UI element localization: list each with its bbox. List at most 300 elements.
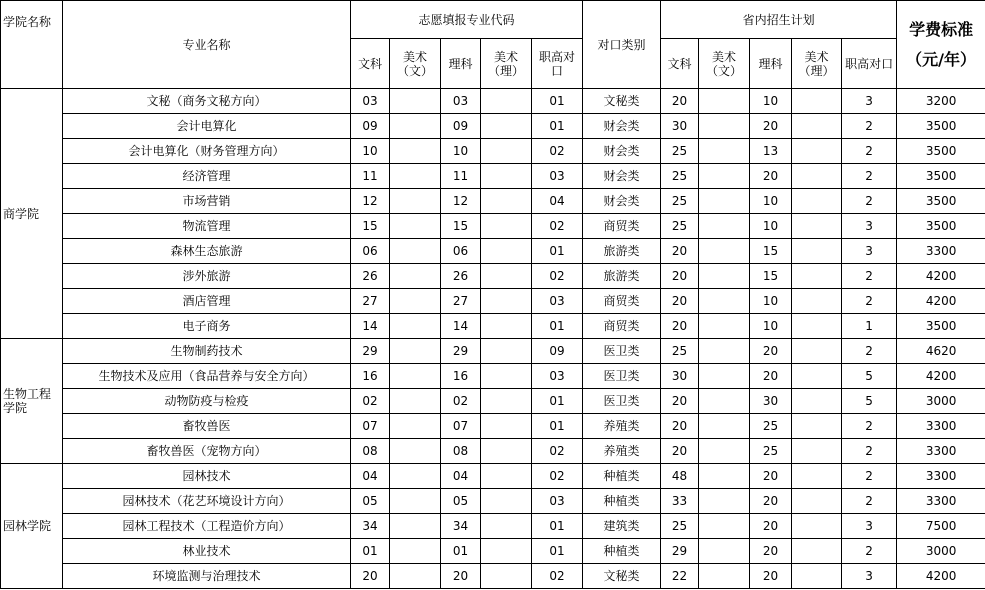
category-cell: 财会类 <box>583 164 661 189</box>
fee-cell: 3500 <box>897 139 985 164</box>
category-cell: 种植类 <box>583 464 661 489</box>
plan-art-li-line1: 美术 <box>804 49 829 64</box>
code-wenke-cell: 26 <box>351 264 390 289</box>
category-cell: 文秘类 <box>583 89 661 114</box>
plan-like-cell: 10 <box>750 89 792 114</box>
category-cell: 养殖类 <box>583 439 661 464</box>
code-art-wen-line2: （文） <box>396 63 433 78</box>
code-art-wen-cell <box>390 114 441 139</box>
fee-column-header <box>897 1 985 89</box>
plan-art-wen-line2: （文） <box>706 63 743 78</box>
code-like-cell: 10 <box>441 139 481 164</box>
fee-cell: 3300 <box>897 439 985 464</box>
plan-wenke-cell: 20 <box>661 239 699 264</box>
code-art-li-cell <box>481 189 532 214</box>
plan-art-li-cell <box>792 89 842 114</box>
code-art-wen-header <box>390 39 441 89</box>
major-cell: 经济管理 <box>63 164 351 189</box>
plan-art-wen-cell <box>699 464 750 489</box>
major-cell: 生物制药技术 <box>63 339 351 364</box>
code-art-wen-cell <box>390 139 441 164</box>
category-cell: 财会类 <box>583 189 661 214</box>
code-zhigao-cell: 02 <box>532 139 583 164</box>
table-row <box>1 89 985 114</box>
code-zhigao-cell: 01 <box>532 239 583 264</box>
major-cell: 物流管理 <box>63 214 351 239</box>
plan-art-wen-cell <box>699 189 750 214</box>
plan-zhigao-cell: 2 <box>842 539 897 564</box>
code-wenke-cell: 14 <box>351 314 390 339</box>
plan-art-li-cell <box>792 139 842 164</box>
plan-art-wen-cell <box>699 389 750 414</box>
code-art-li-header <box>481 39 532 89</box>
table-row <box>1 114 985 139</box>
fee-cell: 7500 <box>897 514 985 539</box>
plan-zhigao-cell: 3 <box>842 514 897 539</box>
plan-group-header: 省内招生计划 <box>661 1 897 39</box>
plan-zhigao-cell: 2 <box>842 139 897 164</box>
code-art-li-cell <box>481 414 532 439</box>
category-cell: 旅游类 <box>583 264 661 289</box>
code-art-wen-cell <box>390 339 441 364</box>
code-art-wen-cell <box>390 364 441 389</box>
code-like-cell: 09 <box>441 114 481 139</box>
code-zhigao-cell: 01 <box>532 414 583 439</box>
category-cell: 文秘类 <box>583 564 661 589</box>
plan-art-wen-cell <box>699 314 750 339</box>
college-name-cell: 园林学院 <box>1 464 63 589</box>
plan-wenke-cell: 25 <box>661 214 699 239</box>
category-cell: 种植类 <box>583 539 661 564</box>
code-wenke-cell: 06 <box>351 239 390 264</box>
plan-like-cell: 25 <box>750 439 792 464</box>
plan-wenke-cell: 30 <box>661 114 699 139</box>
plan-wenke-cell: 48 <box>661 464 699 489</box>
plan-like-cell: 20 <box>750 164 792 189</box>
code-art-wen-cell <box>390 464 441 489</box>
code-art-wen-cell <box>390 514 441 539</box>
plan-wenke-cell: 25 <box>661 514 699 539</box>
code-art-li-cell <box>481 339 532 364</box>
major-cell: 园林工程技术（工程造价方向） <box>63 514 351 539</box>
code-zhigao-line1: 职高对 <box>539 49 576 64</box>
table-row <box>1 389 985 414</box>
fee-cell: 3500 <box>897 214 985 239</box>
plan-like-cell: 20 <box>750 489 792 514</box>
code-art-wen-cell <box>390 539 441 564</box>
fee-cell: 3000 <box>897 539 985 564</box>
plan-art-wen-cell <box>699 414 750 439</box>
code-art-wen-cell <box>390 214 441 239</box>
code-like-cell: 06 <box>441 239 481 264</box>
code-art-wen-cell <box>390 289 441 314</box>
code-wenke-header: 文科 <box>351 39 390 89</box>
major-cell: 畜牧兽医 <box>63 414 351 439</box>
plan-wenke-cell: 25 <box>661 339 699 364</box>
code-wenke-cell: 11 <box>351 164 390 189</box>
table-body <box>1 89 985 589</box>
code-like-cell: 29 <box>441 339 481 364</box>
table-row <box>1 289 985 314</box>
code-wenke-cell: 20 <box>351 564 390 589</box>
plan-art-li-cell <box>792 564 842 589</box>
plan-art-li-cell <box>792 264 842 289</box>
code-art-li-cell <box>481 89 532 114</box>
code-art-li-cell <box>481 514 532 539</box>
code-art-wen-cell <box>390 564 441 589</box>
plan-wenke-cell: 20 <box>661 289 699 314</box>
fee-cell: 3200 <box>897 89 985 114</box>
plan-art-li-cell <box>792 164 842 189</box>
major-cell: 酒店管理 <box>63 289 351 314</box>
plan-zhigao-cell: 2 <box>842 339 897 364</box>
category-cell: 养殖类 <box>583 414 661 439</box>
code-zhigao-cell: 01 <box>532 514 583 539</box>
fee-cell: 4620 <box>897 339 985 364</box>
category-cell: 医卫类 <box>583 364 661 389</box>
plan-art-wen-cell <box>699 539 750 564</box>
code-art-wen-cell <box>390 439 441 464</box>
plan-zhigao-cell: 5 <box>842 364 897 389</box>
code-art-wen-cell <box>390 189 441 214</box>
plan-zhigao-cell: 2 <box>842 464 897 489</box>
plan-art-wen-cell <box>699 564 750 589</box>
plan-like-cell: 10 <box>750 189 792 214</box>
plan-like-header: 理科 <box>750 39 792 89</box>
category-cell: 建筑类 <box>583 514 661 539</box>
major-column-header: 专业名称 <box>63 1 351 89</box>
category-cell: 种植类 <box>583 489 661 514</box>
fee-cell: 4200 <box>897 564 985 589</box>
plan-art-wen-cell <box>699 339 750 364</box>
plan-like-cell: 20 <box>750 539 792 564</box>
plan-art-wen-cell <box>699 514 750 539</box>
major-cell: 环境监测与治理技术 <box>63 564 351 589</box>
code-wenke-cell: 08 <box>351 439 390 464</box>
code-wenke-cell: 29 <box>351 339 390 364</box>
table-row <box>1 464 985 489</box>
code-art-li-cell <box>481 214 532 239</box>
code-art-wen-cell <box>390 389 441 414</box>
category-cell: 医卫类 <box>583 339 661 364</box>
plan-zhigao-cell: 2 <box>842 164 897 189</box>
fee-cell: 4200 <box>897 364 985 389</box>
plan-like-cell: 30 <box>750 389 792 414</box>
plan-art-li-cell <box>792 514 842 539</box>
plan-art-li-cell <box>792 214 842 239</box>
plan-art-wen-cell <box>699 289 750 314</box>
table-row <box>1 364 985 389</box>
plan-like-cell: 20 <box>750 564 792 589</box>
fee-cell: 3000 <box>897 389 985 414</box>
table-row <box>1 339 985 364</box>
code-zhigao-header <box>532 39 583 89</box>
plan-like-cell: 10 <box>750 314 792 339</box>
code-wenke-cell: 04 <box>351 464 390 489</box>
plan-art-li-cell <box>792 289 842 314</box>
code-wenke-cell: 03 <box>351 89 390 114</box>
plan-art-li-header <box>792 39 842 89</box>
plan-art-wen-line1: 美术 <box>712 49 737 64</box>
plan-art-wen-cell <box>699 164 750 189</box>
plan-wenke-cell: 29 <box>661 539 699 564</box>
plan-like-cell: 20 <box>750 339 792 364</box>
code-like-cell: 11 <box>441 164 481 189</box>
category-cell: 商贸类 <box>583 214 661 239</box>
plan-wenke-cell: 20 <box>661 89 699 114</box>
code-art-li-cell <box>481 489 532 514</box>
code-zhigao-cell: 01 <box>532 89 583 114</box>
code-art-li-line2: （理） <box>487 63 524 78</box>
code-like-cell: 03 <box>441 89 481 114</box>
code-wenke-cell: 12 <box>351 189 390 214</box>
plan-art-wen-cell <box>699 489 750 514</box>
major-cell: 园林技术 <box>63 464 351 489</box>
plan-wenke-header: 文科 <box>661 39 699 89</box>
plan-zhigao-cell: 2 <box>842 114 897 139</box>
code-art-wen-cell <box>390 489 441 514</box>
major-cell: 会计电算化（财务管理方向） <box>63 139 351 164</box>
fee-unit: （元/年） <box>906 49 977 69</box>
plan-wenke-cell: 22 <box>661 564 699 589</box>
code-zhigao-cell: 04 <box>532 189 583 214</box>
plan-like-cell: 25 <box>750 414 792 439</box>
plan-art-li-cell <box>792 314 842 339</box>
plan-zhigao-cell: 3 <box>842 239 897 264</box>
plan-zhigao-cell: 2 <box>842 189 897 214</box>
major-cell: 文秘（商务文秘方向） <box>63 89 351 114</box>
plan-wenke-cell: 20 <box>661 264 699 289</box>
fee-cell: 3300 <box>897 414 985 439</box>
code-art-li-cell <box>481 289 532 314</box>
table-row <box>1 539 985 564</box>
fee-cell: 3300 <box>897 489 985 514</box>
fee-cell: 3300 <box>897 239 985 264</box>
fee-cell: 4200 <box>897 289 985 314</box>
college-name-cell: 商学院 <box>1 89 63 339</box>
plan-art-li-cell <box>792 239 842 264</box>
code-like-cell: 04 <box>441 464 481 489</box>
plan-art-li-cell <box>792 539 842 564</box>
plan-art-li-cell <box>792 189 842 214</box>
code-wenke-cell: 27 <box>351 289 390 314</box>
code-wenke-cell: 34 <box>351 514 390 539</box>
code-art-li-cell <box>481 439 532 464</box>
category-column-header: 对口类别 <box>583 1 661 89</box>
plan-like-cell: 20 <box>750 364 792 389</box>
code-art-wen-cell <box>390 314 441 339</box>
major-cell: 市场营销 <box>63 189 351 214</box>
code-zhigao-cell: 01 <box>532 389 583 414</box>
code-wenke-cell: 05 <box>351 489 390 514</box>
plan-like-cell: 15 <box>750 264 792 289</box>
table-row <box>1 189 985 214</box>
code-art-wen-line1: 美术 <box>402 49 427 64</box>
fee-cell: 3500 <box>897 114 985 139</box>
plan-wenke-cell: 30 <box>661 364 699 389</box>
code-art-li-cell <box>481 364 532 389</box>
code-like-cell: 07 <box>441 414 481 439</box>
plan-like-cell: 10 <box>750 214 792 239</box>
plan-like-cell: 15 <box>750 239 792 264</box>
code-wenke-cell: 01 <box>351 539 390 564</box>
plan-zhigao-header: 职高对口 <box>842 39 897 89</box>
plan-wenke-cell: 33 <box>661 489 699 514</box>
table-row <box>1 164 985 189</box>
code-art-li-cell <box>481 314 532 339</box>
code-art-li-cell <box>481 239 532 264</box>
category-cell: 医卫类 <box>583 389 661 414</box>
plan-like-cell: 20 <box>750 514 792 539</box>
plan-art-wen-cell <box>699 439 750 464</box>
table-row <box>1 139 985 164</box>
code-like-cell: 16 <box>441 364 481 389</box>
plan-wenke-cell: 20 <box>661 314 699 339</box>
plan-zhigao-cell: 2 <box>842 414 897 439</box>
category-cell: 财会类 <box>583 114 661 139</box>
plan-zhigao-cell: 3 <box>842 214 897 239</box>
code-art-li-line1: 美术 <box>493 49 518 64</box>
code-art-li-cell <box>481 464 532 489</box>
code-group-header: 志愿填报专业代码 <box>351 1 583 39</box>
table-row <box>1 514 985 539</box>
plan-wenke-cell: 25 <box>661 164 699 189</box>
college-name-cell: 生物工程学院 <box>1 339 63 464</box>
code-zhigao-cell: 02 <box>532 439 583 464</box>
code-wenke-cell: 09 <box>351 114 390 139</box>
fee-cell: 3300 <box>897 464 985 489</box>
code-like-cell: 02 <box>441 389 481 414</box>
code-wenke-cell: 10 <box>351 139 390 164</box>
code-wenke-cell: 02 <box>351 389 390 414</box>
plan-like-cell: 10 <box>750 289 792 314</box>
plan-art-li-cell <box>792 489 842 514</box>
code-like-header: 理科 <box>441 39 481 89</box>
plan-art-wen-cell <box>699 239 750 264</box>
code-art-wen-cell <box>390 164 441 189</box>
plan-like-cell: 20 <box>750 464 792 489</box>
code-like-cell: 34 <box>441 514 481 539</box>
code-art-li-cell <box>481 539 532 564</box>
plan-wenke-cell: 20 <box>661 389 699 414</box>
plan-zhigao-cell: 2 <box>842 264 897 289</box>
code-zhigao-cell: 02 <box>532 464 583 489</box>
code-zhigao-cell: 03 <box>532 364 583 389</box>
major-cell: 森林生态旅游 <box>63 239 351 264</box>
code-zhigao-cell: 01 <box>532 539 583 564</box>
code-zhigao-cell: 02 <box>532 564 583 589</box>
header-row-1 <box>1 1 985 39</box>
code-zhigao-cell: 02 <box>532 264 583 289</box>
table-row <box>1 214 985 239</box>
category-cell: 财会类 <box>583 139 661 164</box>
fee-cell: 3500 <box>897 314 985 339</box>
plan-wenke-cell: 20 <box>661 439 699 464</box>
major-cell: 林业技术 <box>63 539 351 564</box>
category-cell: 商贸类 <box>583 314 661 339</box>
code-art-li-cell <box>481 564 532 589</box>
plan-wenke-cell: 25 <box>661 139 699 164</box>
plan-zhigao-cell: 2 <box>842 289 897 314</box>
plan-art-wen-cell <box>699 364 750 389</box>
major-cell: 电子商务 <box>63 314 351 339</box>
code-art-wen-cell <box>390 89 441 114</box>
fee-cell: 3500 <box>897 189 985 214</box>
major-cell: 会计电算化 <box>63 114 351 139</box>
table-row <box>1 264 985 289</box>
major-cell: 生物技术及应用（食品营养与安全方向） <box>63 364 351 389</box>
table-row <box>1 314 985 339</box>
plan-zhigao-cell: 3 <box>842 564 897 589</box>
fee-title: 学费标准 <box>909 19 974 39</box>
plan-like-cell: 20 <box>750 114 792 139</box>
category-cell: 旅游类 <box>583 239 661 264</box>
code-like-cell: 26 <box>441 264 481 289</box>
plan-art-wen-cell <box>699 114 750 139</box>
code-like-cell: 14 <box>441 314 481 339</box>
plan-art-wen-cell <box>699 214 750 239</box>
code-zhigao-cell: 03 <box>532 289 583 314</box>
plan-art-wen-cell <box>699 264 750 289</box>
code-wenke-cell: 07 <box>351 414 390 439</box>
code-art-li-cell <box>481 139 532 164</box>
code-like-cell: 08 <box>441 439 481 464</box>
fee-cell: 3500 <box>897 164 985 189</box>
code-like-cell: 12 <box>441 189 481 214</box>
code-zhigao-cell: 01 <box>532 314 583 339</box>
code-art-li-cell <box>481 389 532 414</box>
plan-art-li-cell <box>792 439 842 464</box>
major-cell: 畜牧兽医（宠物方向） <box>63 439 351 464</box>
plan-art-li-line2: （理） <box>798 63 835 78</box>
plan-art-wen-cell <box>699 89 750 114</box>
code-zhigao-cell: 01 <box>532 114 583 139</box>
table-row <box>1 564 985 589</box>
plan-art-li-cell <box>792 389 842 414</box>
code-zhigao-cell: 03 <box>532 164 583 189</box>
plan-like-cell: 13 <box>750 139 792 164</box>
plan-art-wen-cell <box>699 139 750 164</box>
code-like-cell: 27 <box>441 289 481 314</box>
major-cell: 园林技术（花艺环境设计方向） <box>63 489 351 514</box>
code-zhigao-cell: 09 <box>532 339 583 364</box>
code-art-li-cell <box>481 264 532 289</box>
table-row <box>1 489 985 514</box>
major-cell: 涉外旅游 <box>63 264 351 289</box>
code-art-li-cell <box>481 114 532 139</box>
code-art-wen-cell <box>390 239 441 264</box>
plan-zhigao-cell: 1 <box>842 314 897 339</box>
fee-cell: 4200 <box>897 264 985 289</box>
category-cell: 商贸类 <box>583 289 661 314</box>
code-like-cell: 05 <box>441 489 481 514</box>
code-art-li-cell <box>481 164 532 189</box>
plan-zhigao-cell: 2 <box>842 489 897 514</box>
plan-art-wen-header <box>699 39 750 89</box>
code-wenke-cell: 15 <box>351 214 390 239</box>
major-cell: 动物防疫与检疫 <box>63 389 351 414</box>
table-row <box>1 439 985 464</box>
code-art-wen-cell <box>390 414 441 439</box>
code-like-cell: 01 <box>441 539 481 564</box>
plan-art-li-cell <box>792 414 842 439</box>
code-art-wen-cell <box>390 264 441 289</box>
plan-wenke-cell: 20 <box>661 414 699 439</box>
code-zhigao-cell: 02 <box>532 214 583 239</box>
plan-zhigao-cell: 5 <box>842 389 897 414</box>
plan-art-li-cell <box>792 464 842 489</box>
code-zhigao-line2: 口 <box>551 63 564 78</box>
